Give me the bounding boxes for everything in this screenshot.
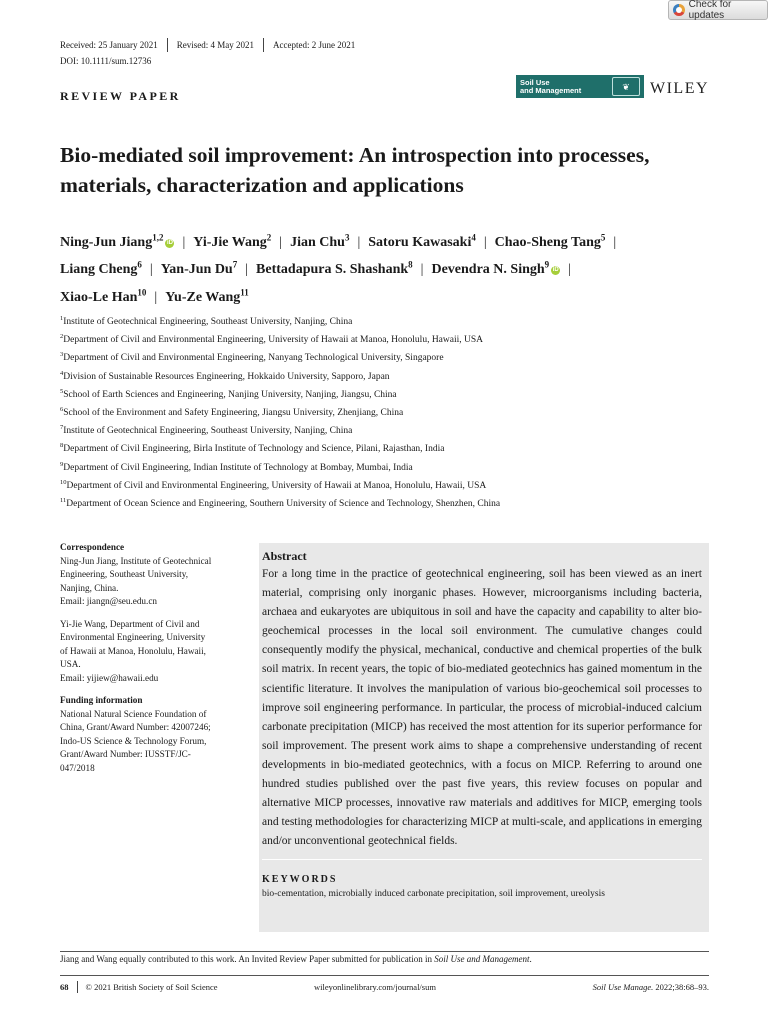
affiliation-text: Department of Civil and Environmental Engineering, University of Hawaii at Manoa, Honolulu, Hawaii, USA [63,335,484,346]
journal-logo-line2: and Management [520,85,582,95]
correspondence-funding-column [60,541,250,784]
author-name: Jian Chu$^3$ [290,232,350,250]
author-name: Yi-Jie Wang$^2$ [193,232,272,250]
keywords-divider [262,859,702,860]
footnote-rule [60,951,709,952]
author-list [60,226,720,309]
text-line: Nanjing, China. [60,582,119,593]
check-for-updates-label: Check for updates [688,0,732,21]
article-history [60,38,355,52]
author-affiliation-number: 4 [471,232,476,242]
article-title: Bio-mediated soil improvement: An introspection into processes, materials, characterization and applications [60,143,650,197]
divider [167,38,168,52]
text-line: China, Grant/Award Number: 42007246; [60,722,211,732]
author-separator: | [613,234,617,250]
affiliations [60,310,720,510]
affiliation-item [60,492,720,510]
affiliation-item [60,346,720,364]
affiliation-text: Department of Civil Engineering, Birla Institute of Technology and Science, Pilani, Rajasthan, India [63,444,445,455]
correspondence-entry [60,555,250,609]
author-affiliation-number: 8 [408,259,413,270]
page-footer [60,981,709,993]
author-name: Liang Cheng$^6$ [60,259,142,278]
copyright: © 2021 British Society of Soil Science [85,982,218,992]
society-seal-icon: ❦ [612,77,640,96]
footnote-text: Jiang and Wang equally contributed to this work. An Invited Review Paper submitted for publication in [60,954,435,964]
citation-journal: Soil Use Manage. [592,982,654,992]
keywords-list: bio-cementation, microbially induced carbonate precipitation, soil improvement, ureolysis [262,889,605,900]
affiliation-text: Department of Civil Engineering, Indian Institute of Technology at Bombay, Mumbai, India [63,462,413,473]
author-separator: | [568,262,571,278]
divider [77,981,78,993]
author-separator: | [483,234,487,250]
author-separator: | [154,289,158,305]
affiliation-text: School of the Environment and Safety Engineering, Jiangsu University, Zhenjiang, China [63,408,404,419]
affiliation-number: 8 [60,442,64,450]
author-affiliation-number: 3 [344,232,350,242]
funding-heading: Funding information [60,695,143,705]
affiliation-item [60,474,720,492]
author-affiliation-number: 9 [544,259,550,270]
doi[interactable]: DOI: 10.1111/sum.12736 [60,56,152,66]
affiliation-item [60,419,720,437]
orcid-icon[interactable]: iD [166,239,173,246]
affiliation-text: Institute of Geotechnical Engineering, Southeast University, Nanjing, China [63,426,353,437]
affiliation-number: 7 [60,424,64,432]
author-affiliation-number: 5 [600,232,606,242]
affiliation-number: 2 [60,333,64,341]
author-affiliation-number: 10 [137,287,147,298]
author-separator: | [357,234,361,250]
journal-logo-line1: Soil Use [520,77,550,87]
author-separator: | [182,234,186,250]
author-name: Bettadapura S. Shashank$^8$ [256,259,413,278]
text-line: of Hawaii at Manoa, Honolulu, Hawaii, [60,645,206,656]
affiliation-item [60,328,720,346]
author-separator: | [245,262,249,278]
author-name: Yu-Ze Wang$^{11}$ [165,287,249,305]
check-for-updates-button[interactable] [668,0,768,20]
abstract-box [259,543,709,932]
page-number: 68 [60,982,69,992]
affiliation-text: Division of Sustainable Resources Engineering, Hokkaido University, Sapporo, Japan [63,371,390,382]
affiliation-number: 1 [60,315,64,322]
author-affiliation-number: 1,2 [152,232,164,242]
text-line: National Natural Science Foundation of [60,708,207,719]
affiliation-item [60,383,720,401]
affiliation-text: Department of Civil and Environmental Engineering, Nanyang Technological University, Singapore [63,353,444,364]
affiliation-number: 11 [60,496,67,504]
affiliation-item [60,401,720,419]
orcid-icon[interactable]: iD [552,267,559,274]
text-line: Yi-Jie Wang, Department of Civil and [60,618,200,629]
author-name: Yan-Jun Du$^7$ [160,259,238,278]
author-affiliation-number: 11 [240,287,249,298]
affiliation-number: 5 [60,387,64,395]
affiliation-number: 6 [60,405,64,413]
text-line: Grant/Award Number: IUSSTF/JC- [60,749,191,759]
author-affiliation-number: 7 [232,259,238,270]
citation-volume: 2022;38:68–93. [653,982,709,992]
author-name: Ning-Jun Jiang$^{1,2}$iD [60,232,173,250]
text-line: Environmental Engineering, University [60,632,206,642]
affiliation-text: School of Earth Sciences and Engineering, Nanjing University, Nanjing, Jiangsu, China [63,389,397,400]
text-line: Indo-US Science & Technology Forum, [60,735,207,746]
received-date: Received: 25 January 2021 [60,40,158,50]
correspondence-heading: Correspondence [60,542,125,552]
accepted-date: Accepted: 2 June 2021 [272,40,356,50]
author-name: Chao-Sheng Tang$^5$ [494,232,606,250]
affiliation-item [60,456,720,474]
author-affiliation-number: 2 [266,232,272,242]
revised-date: Revised: 4 May 2021 [176,40,254,50]
affiliation-text: Department of Civil and Environmental Engineering, University of Hawaii at Manoa, Honolulu, Hawaii, USA [66,480,487,491]
crossmark-icon [673,4,685,16]
text-line: USA. [60,659,81,669]
affiliation-item [60,365,720,383]
affiliation-item [60,437,720,455]
keywords-heading: KEYWORDS [262,874,338,886]
journal-url[interactable]: wileyonlinelibrary.com/journal/sum [314,982,436,992]
text-line: Ning-Jun Jiang, Institute of Geotechnical [60,555,212,566]
footnote-end: . [529,954,532,964]
funding-text [60,708,250,776]
affiliation-text: Department of Ocean Science and Engineering, Southern University of Science and Technology, Shenzhen, China [66,499,501,510]
affiliation-number: 9 [60,460,64,468]
divider [263,38,264,52]
author-separator: | [420,262,424,278]
abstract-text: For a long time in the practice of geotechnical engineering, soil has been viewed as an inert material, comprising only inorganic phases. However, microorganisms including bacteria, archaea and eukaryotes are ubiquitous in soil and have the capacity and capability to alter bio-geochemical processes in the local soil environment. The cumulative changes could consequently modify the physical, mechanical, conductive and chemical properties of the bulk soil matrix. In recent years, the topic of bio-mediated geotechnics has gained momentum in the scientific literature. It involves the manipulation of various bio-geochemical soil processes to improve soil engineering performance. In particular, the process of microbial-induced calcium carbonate precipitation (MICP) has received the most attention for its superior performance for soil improvement. The present work aims to shape a comprehensive understanding of recent developments in bio-mediated geotechnics, with a focus on MICP. Referring to around one hundred studies published over the past five years, this review focuses on popular and alternative MICP processes, innovative raw materials and additives for MICP, emerging tools and testing methodologies for characterizing MICP at multi-scale, and applications in emerging and/or unconventional geotechnical fields. [262,568,702,848]
footnote-journal: Soil Use and Management [434,954,530,964]
affiliation-number: 10 [60,478,67,486]
text-line[interactable]: Email: yijiew@hawaii.edu [60,672,159,683]
section-label: REVIEW PAPER [60,89,181,103]
abstract-heading: Abstract [262,549,307,563]
author-separator: | [149,262,153,278]
author-separator: | [279,234,283,250]
footer-rule [60,975,709,976]
citation [593,982,709,992]
affiliation-item [60,310,720,328]
author-affiliation-number: 6 [137,259,142,270]
correspondence-entry [60,618,250,686]
text-line: 047/2018 [60,762,95,773]
affiliation-text: Institute of Geotechnical Engineering, Southeast University, Nanjing, China [63,317,353,328]
author-name: Satoru Kawasaki$^4$ [368,232,476,250]
text-line[interactable]: Email: jiangn@seu.edu.cn [60,596,157,606]
affiliation-number: 3 [60,351,64,359]
author-name: Xiao-Le Han$^{10}$ [60,287,147,305]
affiliation-number: 4 [60,369,64,377]
journal-logo [516,75,644,98]
text-line: Engineering, Southeast University, [60,569,189,579]
author-name: Devendra N. Singh$^9$iD [431,259,559,278]
publisher-logo: WILEY [650,80,710,97]
footnote [60,954,532,964]
